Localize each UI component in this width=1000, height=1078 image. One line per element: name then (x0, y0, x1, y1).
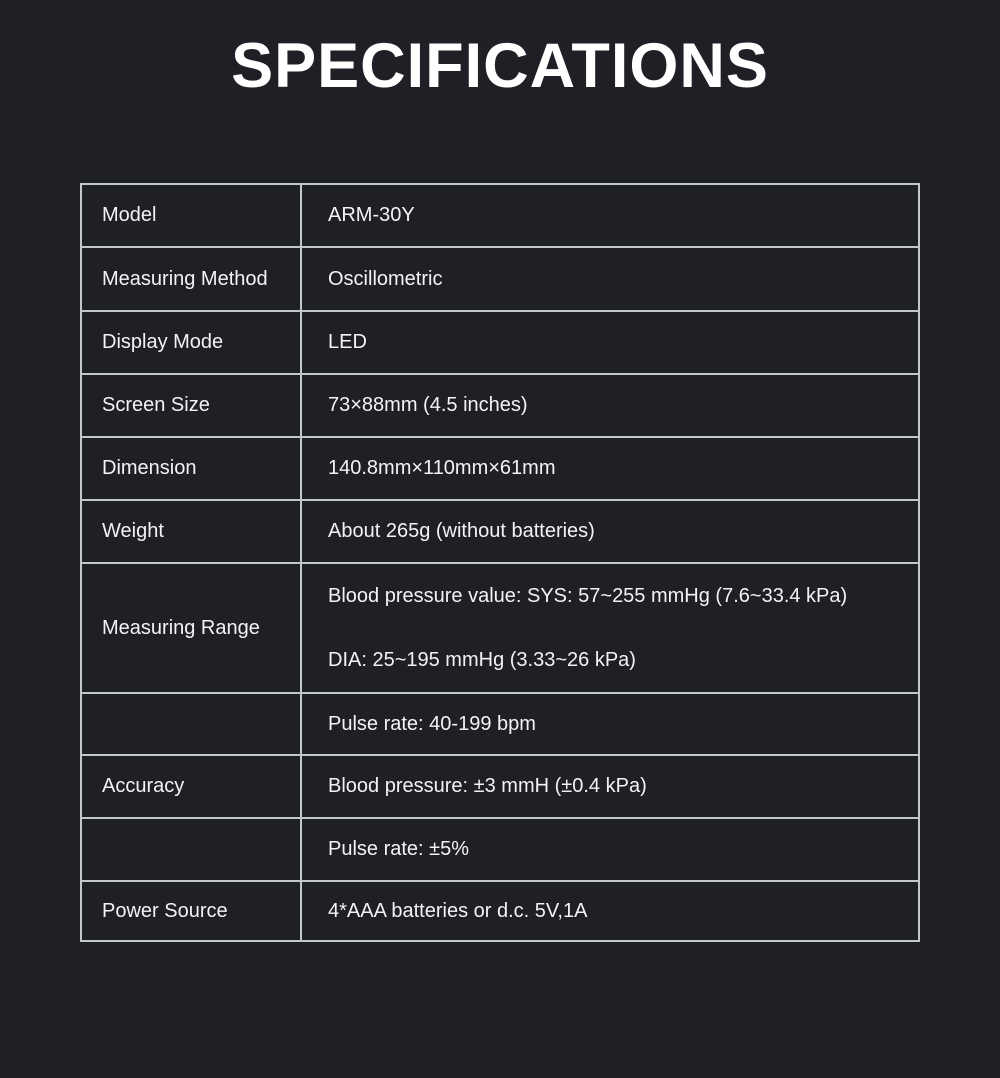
spec-value-dimension: 140.8mm×110mm×61mm (301, 437, 919, 500)
table-row (81, 563, 919, 693)
spec-value-accuracy-bp: Blood pressure: ±3 mmH (±0.4 kPa) (301, 755, 919, 818)
spec-label-model: Model (81, 184, 301, 247)
page-title: SPECIFICATIONS (231, 31, 769, 101)
measuring-range-line-1: Blood pressure value: SYS: 57~255 mmHg (7.6~33.4 kPa) (328, 584, 848, 607)
spec-label-dimension: Dimension (81, 437, 301, 500)
specifications-table (80, 183, 920, 942)
spec-value-pulse-rate-range: Pulse rate: 40-199 bpm (301, 693, 919, 755)
spec-label-power-source: Power Source (81, 881, 301, 941)
spec-label-empty (81, 693, 301, 755)
spec-label-measuring-range: Measuring Range (81, 563, 301, 693)
spec-value-power-source: 4*AAA batteries or d.c. 5V,1A (301, 881, 919, 941)
table-row (81, 818, 919, 881)
spec-label-screen-size: Screen Size (81, 374, 301, 437)
measuring-range-line-2: DIA: 25~195 mmHg (3.33~26 kPa) (328, 648, 636, 671)
spec-value-measuring-method: Oscillometric (301, 247, 919, 311)
table-row (81, 311, 919, 374)
spec-value-accuracy-pulse: Pulse rate: ±5% (301, 818, 919, 881)
spec-value-screen-size: 73×88mm (4.5 inches) (301, 374, 919, 437)
table-row (81, 437, 919, 500)
table-row (81, 881, 919, 941)
table-row (81, 500, 919, 563)
table-row (81, 755, 919, 818)
spec-value-measuring-range (301, 563, 919, 693)
spec-label-measuring-method: Measuring Method (81, 247, 301, 311)
spec-value-weight: About 265g (without batteries) (301, 500, 919, 563)
table-row (81, 184, 919, 247)
table-row (81, 693, 919, 755)
spec-label-accuracy: Accuracy (81, 755, 301, 818)
spec-label-weight: Weight (81, 500, 301, 563)
spec-value-display-mode: LED (301, 311, 919, 374)
spec-value-model: ARM-30Y (301, 184, 919, 247)
table-row (81, 374, 919, 437)
spec-label-display-mode: Display Mode (81, 311, 301, 374)
spec-label-empty (81, 818, 301, 881)
table-row (81, 247, 919, 311)
